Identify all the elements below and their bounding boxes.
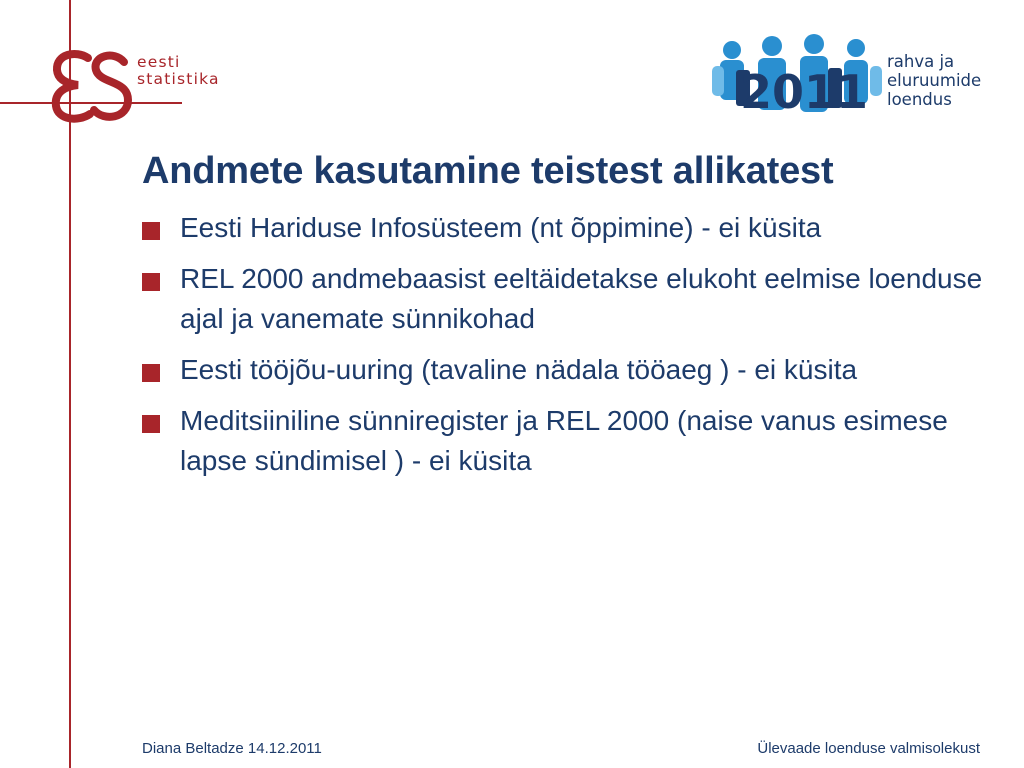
brand-line-1: eesti xyxy=(137,53,181,71)
census-year-text: 2011 xyxy=(740,65,869,119)
bullet-text: Eesti Hariduse Infosüsteem (nt õppimine) - ei küsita xyxy=(180,212,822,243)
census-wordmark xyxy=(887,52,981,109)
census-line-2: eluruumide xyxy=(887,71,982,90)
square-bullet-icon xyxy=(142,415,160,433)
bullet-item xyxy=(142,350,992,390)
census-line-3: loendus xyxy=(887,90,952,109)
bullet-item xyxy=(142,208,992,248)
square-bullet-icon xyxy=(142,364,160,382)
statistics-estonia-wordmark xyxy=(137,54,220,88)
square-bullet-icon xyxy=(142,273,160,291)
brand-line-2: statistika xyxy=(137,70,220,88)
census-2011-logo xyxy=(710,30,890,126)
bullet-list xyxy=(142,208,992,492)
census-line-1: rahva ja xyxy=(887,52,955,71)
bullet-text: REL 2000 andmebaasist eeltäidetakse elukoht eelmise loenduse ajal ja vanemate sünnikohad xyxy=(180,263,983,334)
bullet-text: Eesti tööjõu-uuring (tavaline nädala tööaeg ) - ei küsita xyxy=(180,354,858,385)
bullet-text: Meditsiiniline sünniregister ja REL 2000 (naise vanus esimese lapse sündimisel ) - ei küsita xyxy=(180,405,948,476)
slide-title: Andmete kasutamine teistest allikatest xyxy=(142,150,834,192)
bullet-item xyxy=(142,401,992,481)
footer-author-date: Diana Beltadze 14.12.2011 xyxy=(142,740,322,757)
square-bullet-icon xyxy=(142,222,160,240)
bullet-item xyxy=(142,259,992,339)
footer-topic: Ülevaade loenduse valmisolekust xyxy=(757,740,980,757)
